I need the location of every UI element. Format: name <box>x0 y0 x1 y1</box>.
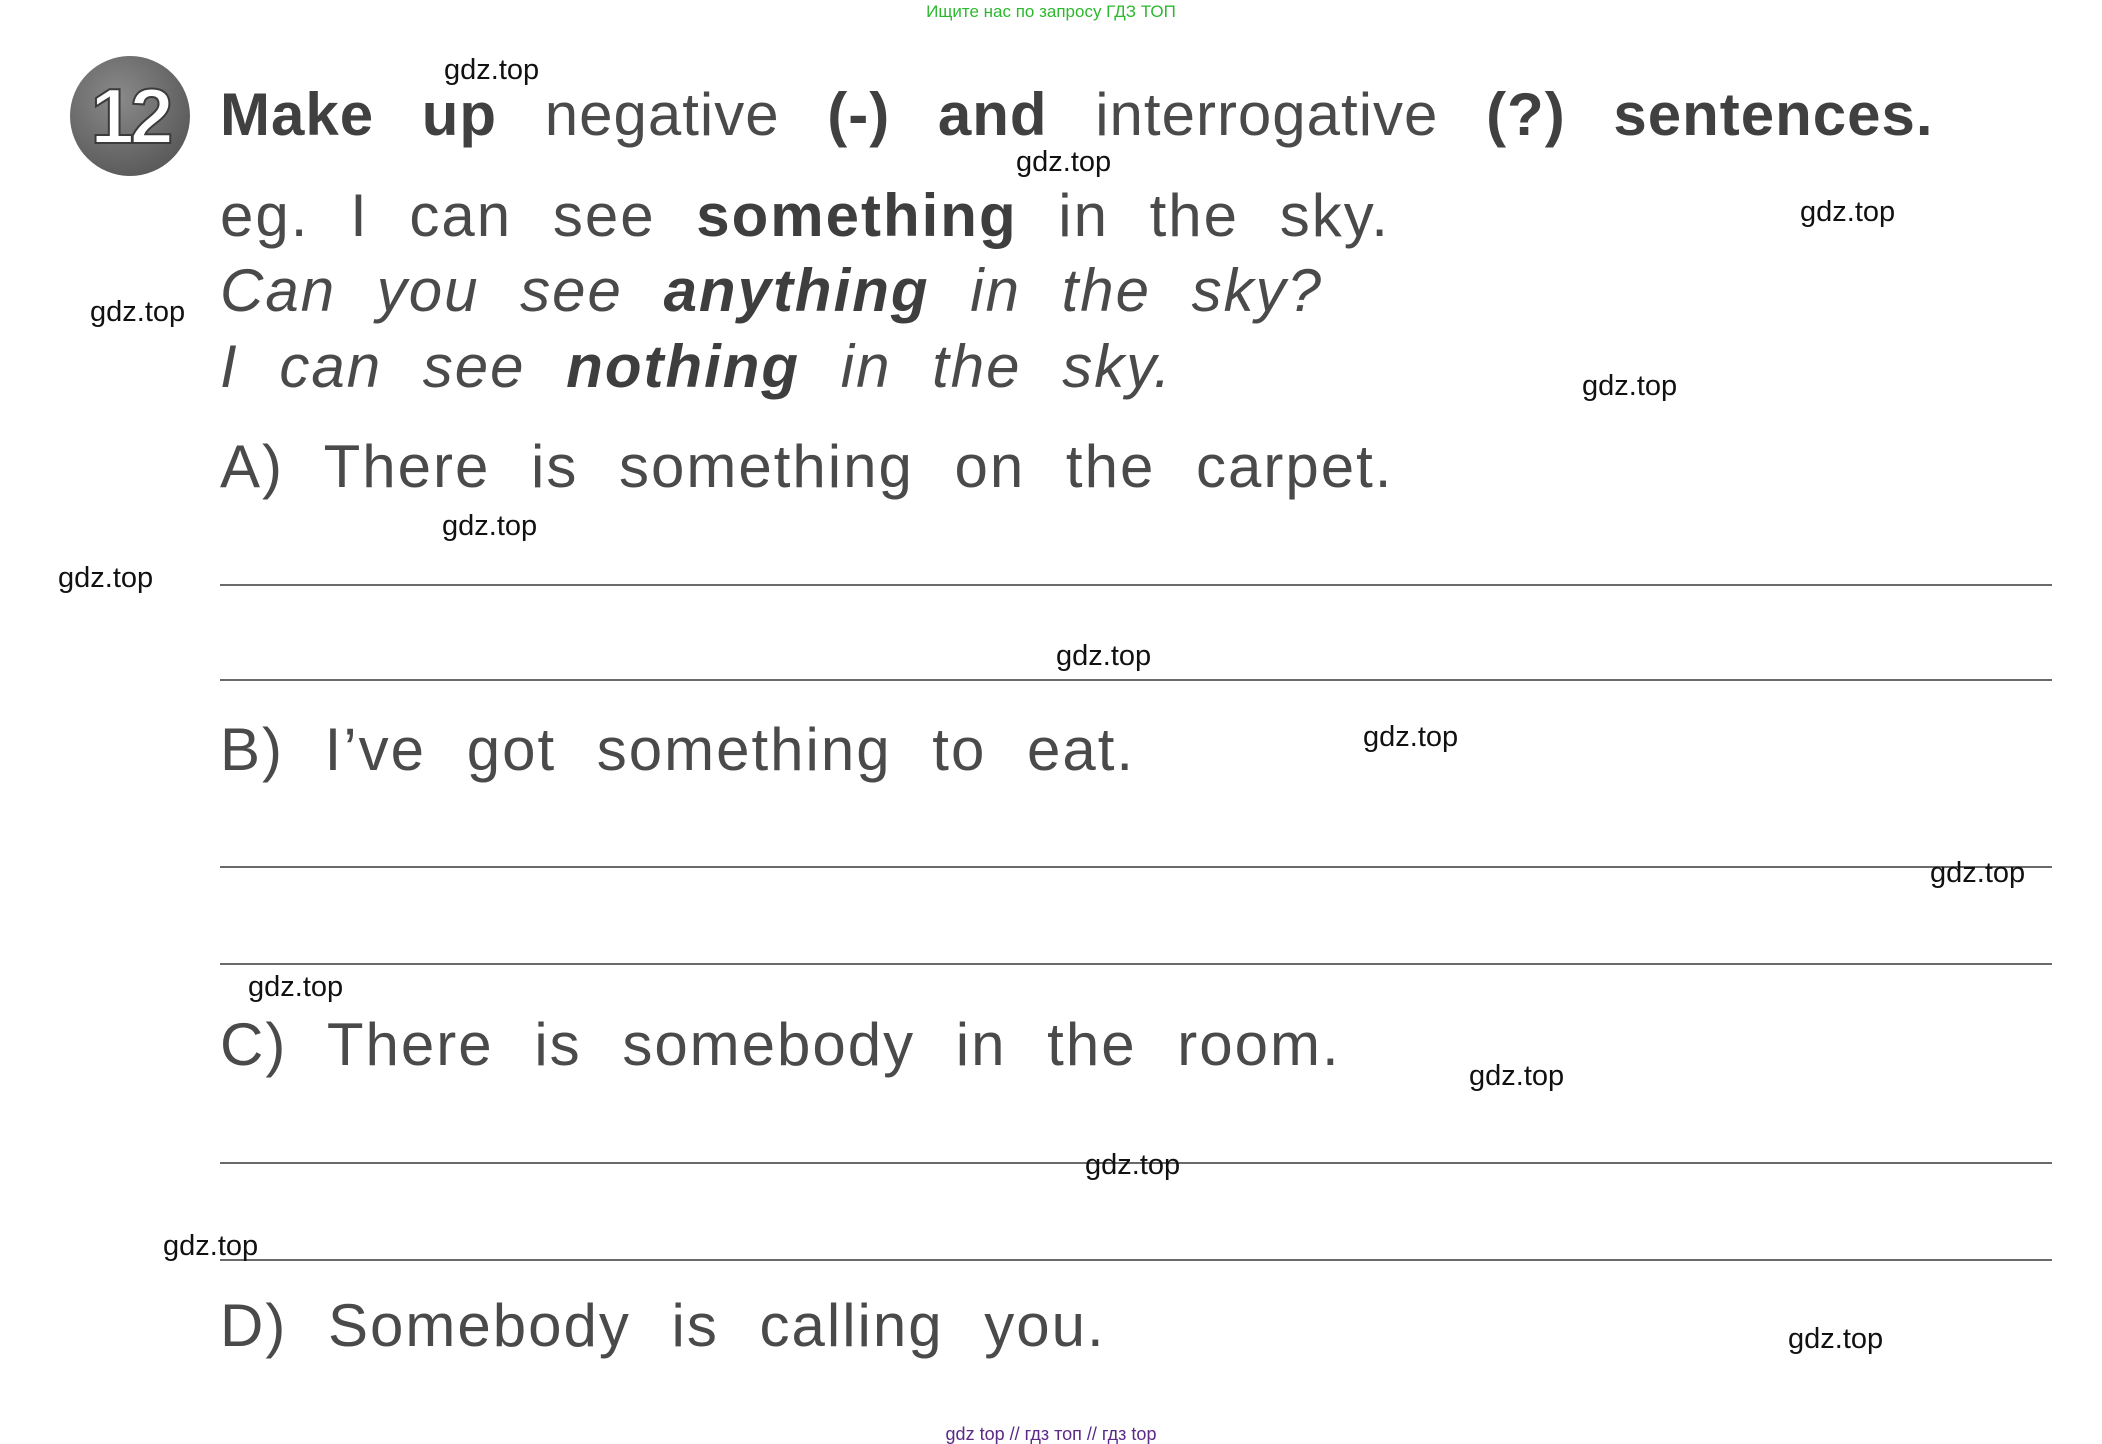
example-2-start: Can you see <box>220 257 623 324</box>
task-b-label: B) <box>220 716 284 783</box>
answer-line-a1[interactable] <box>220 584 2052 586</box>
example-3-keyword: nothing <box>566 333 801 400</box>
watermark: gdz.top <box>442 510 538 542</box>
watermark: gdz.top <box>58 562 154 594</box>
watermark: gdz.top <box>1800 196 1896 228</box>
example-2-end: in the sky? <box>970 257 1324 324</box>
example-line-2 <box>220 256 1323 325</box>
example-line-3 <box>220 332 1172 401</box>
task-a <box>220 432 1393 501</box>
example-line-1 <box>220 181 1390 250</box>
task-c-sentence: There is somebody in the room. <box>326 1011 1341 1078</box>
task-b <box>220 715 1135 784</box>
task-c <box>220 1010 1341 1079</box>
example-3-end: in the sky. <box>840 333 1173 400</box>
example-3-start: I can see <box>220 333 526 400</box>
watermark: gdz.top <box>1363 721 1459 753</box>
exercise-title <box>220 80 1934 149</box>
search-hint-link[interactable]: Ищите нас по запросу ГДЗ ТОП <box>926 2 1176 21</box>
answer-line-b1[interactable] <box>220 866 2052 868</box>
watermark: gdz.top <box>90 296 186 328</box>
title-part-sentences: (?) sentences. <box>1486 81 1934 148</box>
task-a-sentence: There is something on the carpet. <box>323 433 1394 500</box>
watermark: gdz.top <box>1930 857 2026 889</box>
title-part-and: (-) and <box>827 81 1048 148</box>
watermark: gdz.top <box>248 971 344 1003</box>
watermark: gdz.top <box>1056 640 1152 672</box>
task-a-label: A) <box>220 433 284 500</box>
task-d <box>220 1291 1106 1360</box>
answer-line-a2[interactable] <box>220 679 2052 681</box>
watermark: gdz.top <box>1469 1060 1565 1092</box>
title-part-negative: negative <box>544 81 780 148</box>
watermark: gdz.top <box>1582 370 1678 402</box>
exercise-number: 12 <box>90 72 170 160</box>
answer-line-b2[interactable] <box>220 963 2052 965</box>
watermark: gdz.top <box>444 54 540 86</box>
footer-links[interactable]: gdz top // гдз топ // гдз top <box>945 1424 1157 1444</box>
watermark: gdz.top <box>1788 1323 1884 1355</box>
task-b-sentence: I’ve got something to eat. <box>324 716 1136 783</box>
example-2-keyword: anything <box>663 257 930 324</box>
watermark: gdz.top <box>163 1230 259 1262</box>
title-part-interrogative: interrogative <box>1095 81 1439 148</box>
task-c-label: C) <box>220 1011 288 1078</box>
example-1-end: in the sky. <box>1058 182 1390 249</box>
watermark: gdz.top <box>1016 146 1112 178</box>
example-1-keyword: something <box>696 182 1018 249</box>
title-part-make-up: Make up <box>220 81 498 148</box>
exercise-number-badge <box>70 56 190 176</box>
task-d-sentence: Somebody is calling you. <box>327 1292 1106 1359</box>
example-1-start: eg. I can see <box>220 182 656 249</box>
task-d-label: D) <box>220 1292 288 1359</box>
watermark: gdz.top <box>1085 1149 1181 1181</box>
answer-line-c2[interactable] <box>220 1259 2052 1261</box>
